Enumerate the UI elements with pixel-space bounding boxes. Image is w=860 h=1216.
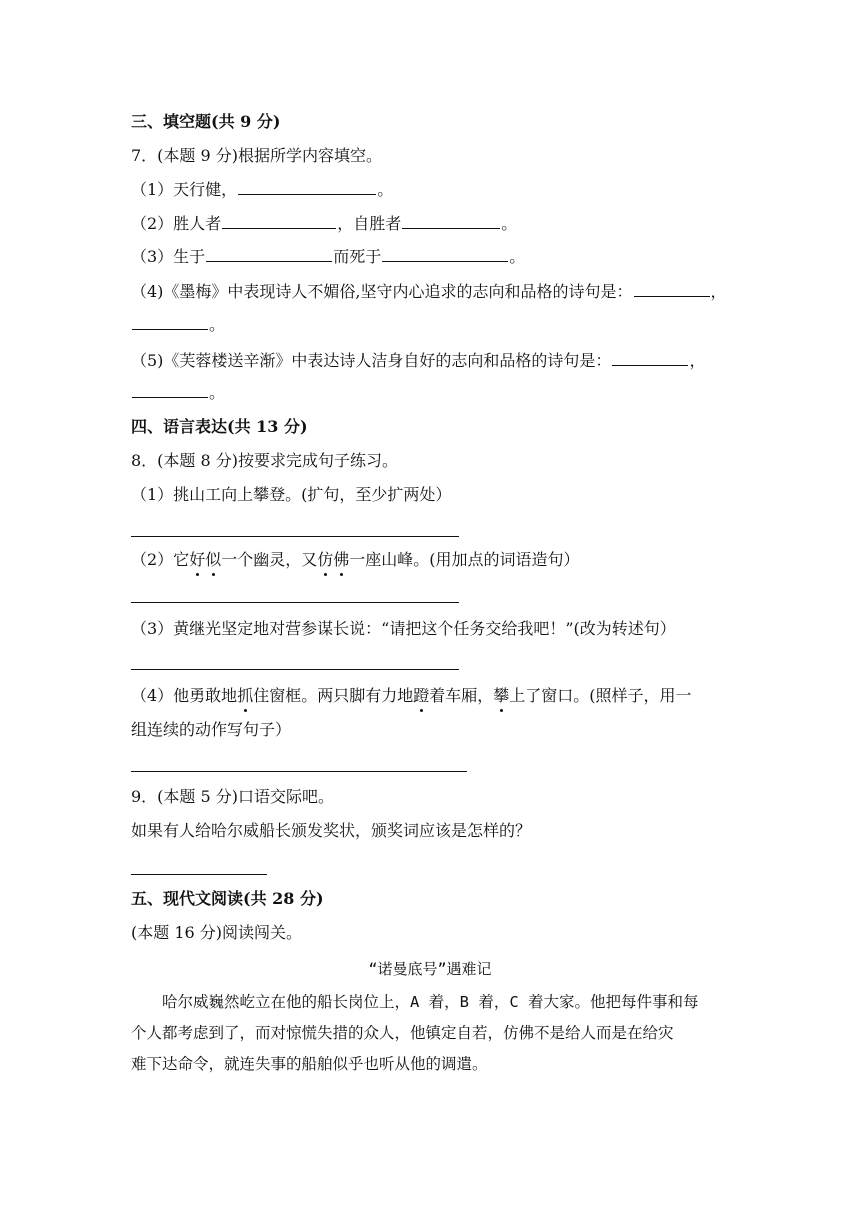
answer-blank[interactable] <box>132 382 208 398</box>
q7-item-2-text: （2）胜人者 <box>131 214 222 233</box>
answer-blank[interactable] <box>382 246 508 262</box>
passage-line: 难下达命令，就连失事的船舶似乎也听从他的调遣。 <box>131 1055 488 1073</box>
dotted-char: 似 <box>205 550 222 569</box>
question-7-stem: 7．(本题 9 分)根据所学内容填空。 <box>131 146 383 165</box>
punct: 。 <box>209 383 226 402</box>
answer-blank[interactable] <box>238 179 376 195</box>
text: 一座山峰。(用加点的词语造句） <box>349 550 580 569</box>
text: 着车厢， <box>429 686 494 705</box>
q8-sentence-4-cont: 组连续的动作写句子） <box>131 720 292 739</box>
q7-item-3 <box>131 246 525 268</box>
q7-item-3-text: （3）生于 <box>131 247 206 266</box>
q7-item-3-text-b: 而死于 <box>333 247 382 266</box>
answer-blank[interactable] <box>402 213 500 229</box>
dotted-char: 攀 <box>493 686 510 705</box>
q8-sentence-4 <box>131 685 692 707</box>
text: 一个幽灵，又 <box>221 550 318 569</box>
answer-line[interactable] <box>131 669 459 670</box>
answer-line[interactable] <box>131 602 459 603</box>
reading-passage <box>131 987 731 1080</box>
q8-sentence-2 <box>131 549 580 571</box>
answer-line[interactable] <box>131 771 467 772</box>
section-4-title: 四、语言表达(共 13 分) <box>131 417 308 436</box>
q7-item-5-text: （5)《芙蓉楼送辛渐》中表达诗人洁身自好的志向和品格的诗句是： <box>131 351 612 370</box>
q7-item-5-cont <box>131 382 225 404</box>
q7-item-5 <box>131 350 705 372</box>
q7-item-2 <box>131 213 517 235</box>
punct: 。 <box>509 247 526 266</box>
reading-stem: (本题 16 分)阅读闯关。 <box>131 923 303 942</box>
answer-line[interactable] <box>131 536 459 537</box>
section-5-title: 五、现代文阅读(共 28 分) <box>131 889 324 908</box>
dotted-char: 蹬 <box>413 686 430 705</box>
answer-blank[interactable] <box>612 350 688 366</box>
punct: 。 <box>209 315 226 334</box>
section-3-title: 三、填空题(共 9 分) <box>131 112 281 131</box>
punct: ， <box>689 351 706 370</box>
reading-title: “诺曼底号”遇难记 <box>368 960 492 978</box>
q7-item-4-text: （4)《墨梅》中表现诗人不媚俗,坚守内心追求的志向和品格的诗句是： <box>131 282 633 301</box>
q8-sentence-3: （3）黄继光坚定地对营参谋长说：“请把这个任务交给我吧！”(改为转述句） <box>131 619 676 638</box>
answer-blank[interactable] <box>222 213 336 229</box>
text: 住窗框。两只脚有力地 <box>253 686 414 705</box>
dotted-char: 佛 <box>333 550 350 569</box>
punct: 。 <box>501 214 518 233</box>
dotted-char: 仿 <box>317 550 334 569</box>
passage-line: 个人都考虑到了，而对惊慌失措的众人，他镇定自若，仿佛不是给人而是在给灾 <box>131 1024 674 1042</box>
question-9-prompt: 如果有人给哈尔威船长颁发奖状，颁奖词应该是怎样的？ <box>131 821 532 840</box>
answer-blank[interactable] <box>206 246 332 262</box>
answer-blank[interactable] <box>634 281 710 297</box>
q7-item-4-cont <box>131 314 225 336</box>
answer-blank[interactable] <box>132 314 208 330</box>
question-8-stem: 8．(本题 8 分)按要求完成句子练习。 <box>131 451 399 470</box>
dotted-char: 好 <box>189 550 206 569</box>
q7-item-1-text: （1）天行健， <box>131 180 238 199</box>
punct: 。 <box>377 180 394 199</box>
text: （4）他勇敢地 <box>131 686 238 705</box>
q7-item-1 <box>131 179 393 201</box>
text: 上了窗口。(照样子，用一 <box>509 686 692 705</box>
q8-sentence-1: （1）挑山工向上攀登。(扩句，至少扩两处） <box>131 485 452 504</box>
passage-line: 哈尔威巍然屹立在他的船长岗位上，A 着，B 着，C 着大家。他把每件事和每 <box>131 993 699 1011</box>
punct: ， <box>710 282 727 301</box>
q7-item-2-text-b: ，自胜者 <box>337 214 402 233</box>
question-9-stem: 9．(本题 5 分)口语交际吧。 <box>131 787 335 806</box>
text: （2）它 <box>131 550 190 569</box>
q7-item-4 <box>131 281 727 303</box>
answer-line[interactable] <box>131 874 267 875</box>
dotted-char: 抓 <box>237 686 254 705</box>
